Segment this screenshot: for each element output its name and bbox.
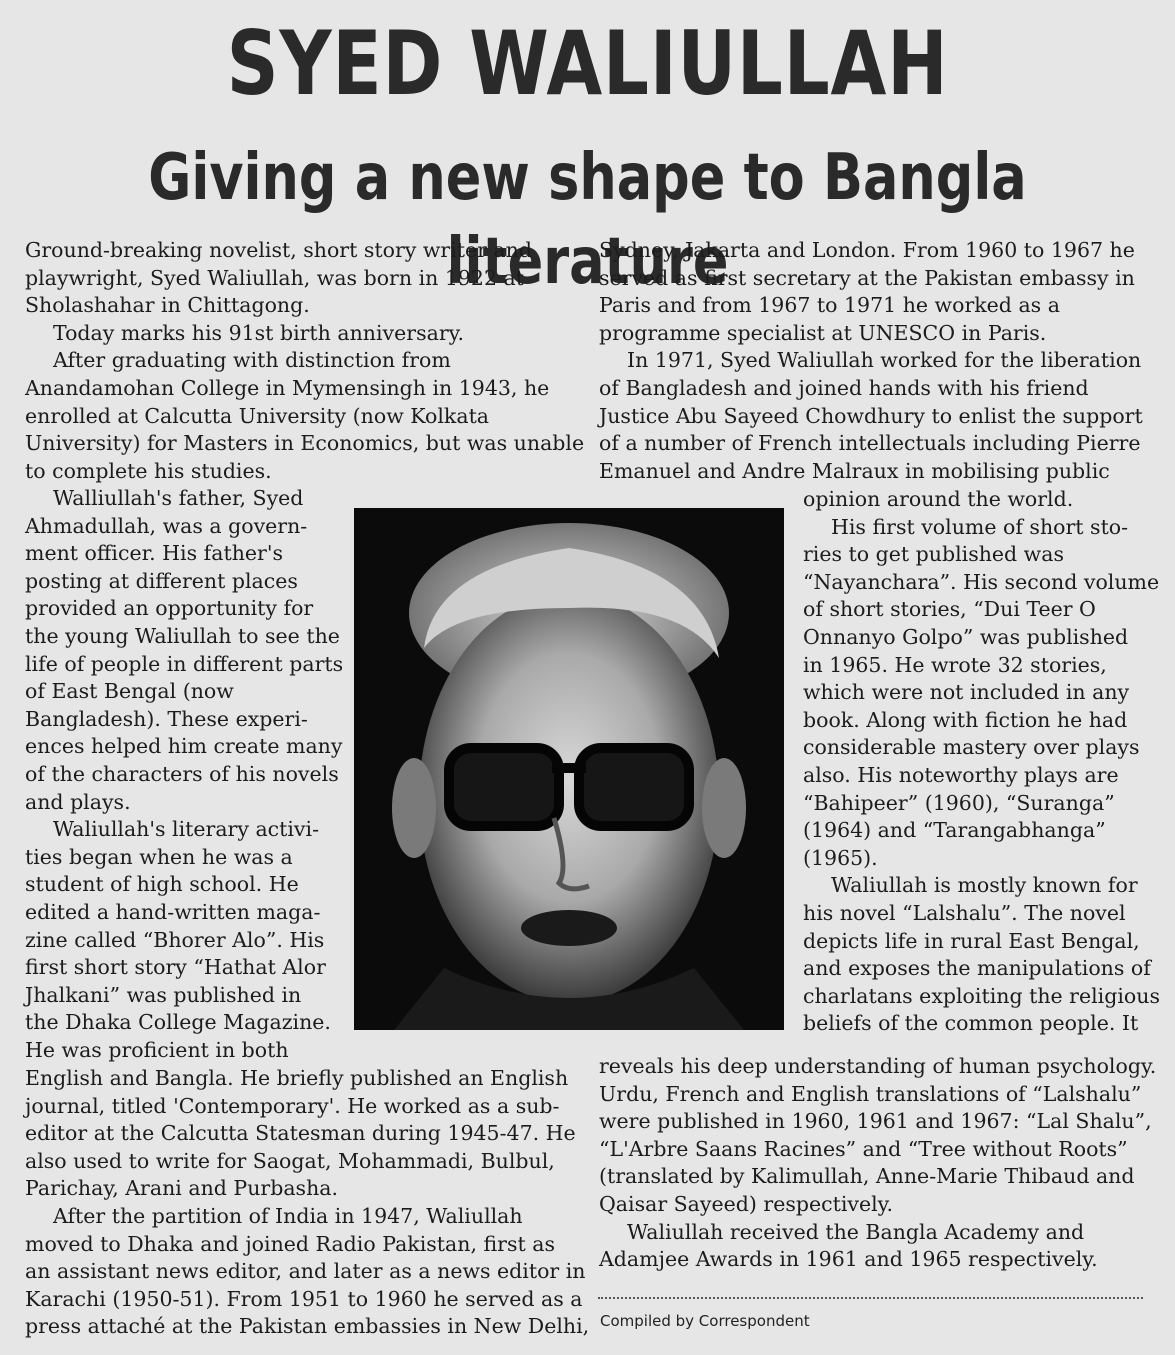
text-line: charlatans exploiting the religious bbox=[803, 983, 1160, 1008]
text-line: Urdu, French and English translations of “Lalshalu” bbox=[599, 1081, 1142, 1106]
text-line: After the partition of India in 1947, Waliullah bbox=[53, 1203, 523, 1228]
text-line: press attaché at the Pakistan embassies in New Delhi, bbox=[25, 1314, 590, 1339]
text-line: ties began when he was a bbox=[25, 844, 293, 869]
text-line: to complete his studies. bbox=[25, 458, 272, 483]
text-line: “Bahipeer” (1960), “Suranga” bbox=[803, 790, 1115, 815]
text-line: of East Bengal (now bbox=[25, 679, 234, 704]
subheadline: Giving a new shape to Bangla literature bbox=[148, 141, 1027, 299]
right-column-wrap bbox=[803, 486, 1160, 1038]
left-column-wrap bbox=[25, 485, 343, 1064]
text-line: the young Waliullah to see the bbox=[25, 623, 340, 648]
text-line: University) for Masters in Economics, but was unable bbox=[25, 431, 585, 456]
text-line: Anandamohan College in Mymensingh in 1943, he bbox=[25, 375, 550, 400]
text-line: an assistant news editor, and later as a news editor in bbox=[25, 1259, 586, 1284]
text-line: English and Bangla. He briefly published an English bbox=[25, 1066, 569, 1090]
text-line: journal, titled 'Contemporary'. He worked as a sub- bbox=[25, 1093, 560, 1118]
text-line: Today marks his 91st birth anniversary. bbox=[53, 320, 464, 345]
right-column-top bbox=[599, 237, 1143, 485]
text-line: life of people in different parts bbox=[25, 651, 344, 676]
text-line: enrolled at Calcutta University (now Kolkata bbox=[25, 403, 490, 428]
text-line: After graduating with distinction from bbox=[53, 348, 451, 373]
text-line: reveals his deep understanding of human psychology. bbox=[599, 1054, 1157, 1078]
text-line: Bangladesh). These experi- bbox=[25, 706, 308, 731]
text-line: of the characters of his novels bbox=[25, 761, 339, 786]
text-line: zine called “Bhorer Alo”. His bbox=[25, 927, 325, 952]
text-line: Waliullah's literary activi- bbox=[53, 817, 319, 842]
text-line: He was proficient in both bbox=[25, 1037, 289, 1062]
text-line: ries to get published was bbox=[803, 542, 1064, 567]
text-line: Ground-breaking novelist, short story writer and bbox=[25, 238, 532, 262]
text-line: Paris and from 1967 to 1971 he worked as a bbox=[599, 293, 1060, 318]
text-line: also. His noteworthy plays are bbox=[803, 762, 1119, 787]
text-line: In 1971, Syed Waliullah worked for the liberation bbox=[627, 348, 1142, 373]
text-line: his novel “Lalshalu”. The novel bbox=[803, 900, 1126, 925]
text-line: of short stories, “Dui Teer O bbox=[803, 597, 1096, 622]
text-line: of a number of French intellectuals including Pierre bbox=[599, 431, 1141, 456]
divider-rule bbox=[598, 1297, 1143, 1299]
text-line: of Bangladesh and joined hands with his friend bbox=[599, 375, 1089, 400]
text-line: Waliullah received the Bangla Academy and bbox=[627, 1219, 1085, 1244]
text-line: Sydney, Jakarta and London. From 1960 to 1967 he bbox=[599, 238, 1135, 262]
text-line: Karachi (1950-51). From 1951 to 1960 he served as a bbox=[25, 1286, 583, 1311]
left-column-bottom bbox=[25, 1065, 589, 1341]
credit-line: Compiled by Correspondent bbox=[600, 1312, 810, 1330]
text-line: considerable mastery over plays bbox=[803, 735, 1140, 760]
text-line: Justice Abu Sayeed Chowdhury to enlist the support bbox=[599, 403, 1143, 428]
headline: SYED WALIULLAH bbox=[226, 12, 949, 115]
text-line: Sholashahar in Chittagong. bbox=[25, 293, 310, 318]
text-line: programme specialist at UNESCO in Paris. bbox=[599, 320, 1047, 345]
text-line: which were not included in any bbox=[803, 680, 1130, 705]
text-line: (translated by Kalimullah, Anne-Marie Thibaud and bbox=[599, 1164, 1135, 1189]
text-line: His first volume of short sto- bbox=[831, 514, 1129, 539]
text-line: Ahmadullah, was a govern- bbox=[25, 513, 308, 538]
text-line: the Dhaka College Magazine. bbox=[25, 1010, 331, 1035]
text-line: beliefs of the common people. It bbox=[803, 1011, 1139, 1036]
text-line: “Nayanchara”. His second volume bbox=[803, 569, 1160, 594]
text-line: and plays. bbox=[25, 789, 131, 814]
text-line: depicts life in rural East Bengal, bbox=[803, 928, 1140, 953]
text-line: (1965). bbox=[803, 845, 878, 870]
text-line: playwright, Syed Waliullah, was born in 1922 at bbox=[25, 265, 524, 290]
left-column-top bbox=[25, 237, 584, 485]
text-line: ences helped him create many bbox=[25, 734, 343, 759]
text-line: ment officer. His father's bbox=[25, 541, 283, 566]
text-line: Qaisar Sayeed) respectively. bbox=[599, 1191, 894, 1216]
text-line: and exposes the manipulations of bbox=[803, 956, 1151, 981]
text-line: “L'Arbre Saans Racines” and “Tree without Roots” bbox=[599, 1136, 1128, 1161]
text-line: Jhalkani” was published in bbox=[25, 982, 302, 1007]
text-line: were published in 1960, 1961 and 1967: “Lal Shalu”, bbox=[599, 1109, 1152, 1134]
text-line: (1964) and “Tarangabhanga” bbox=[803, 818, 1106, 843]
text-line: moved to Dhaka and joined Radio Pakistan, first as bbox=[25, 1231, 555, 1256]
text-line: opinion around the world. bbox=[803, 487, 1074, 511]
right-column-bottom bbox=[599, 1053, 1156, 1274]
text-line: provided an opportunity for bbox=[25, 596, 314, 621]
text-line: Onnanyo Golpo” was published bbox=[803, 624, 1129, 649]
text-line: also used to write for Saogat, Mohammadi, Bulbul, bbox=[25, 1148, 555, 1173]
text-line: book. Along with fiction he had bbox=[803, 707, 1128, 732]
text-line: edited a hand-written maga- bbox=[25, 899, 321, 924]
text-line: Waliullah is mostly known for bbox=[831, 873, 1138, 898]
text-line: first short story “Hathat Alor bbox=[25, 955, 326, 980]
text-line: Emanuel and Andre Malraux in mobilising public bbox=[599, 458, 1110, 483]
text-line: Adamjee Awards in 1961 and 1965 respectively. bbox=[599, 1247, 1098, 1272]
text-line: Walliullah's father, Syed bbox=[53, 486, 304, 510]
text-line: posting at different places bbox=[25, 568, 298, 593]
text-line: served as first secretary at the Pakistan embassy in bbox=[599, 265, 1135, 290]
text-line: editor at the Calcutta Statesman during 1945-47. He bbox=[25, 1121, 576, 1146]
text-line: Parichay, Arani and Purbasha. bbox=[25, 1176, 339, 1201]
text-line: in 1965. He wrote 32 stories, bbox=[803, 652, 1107, 677]
text-line: student of high school. He bbox=[25, 872, 299, 897]
portrait-photo bbox=[354, 508, 784, 1030]
